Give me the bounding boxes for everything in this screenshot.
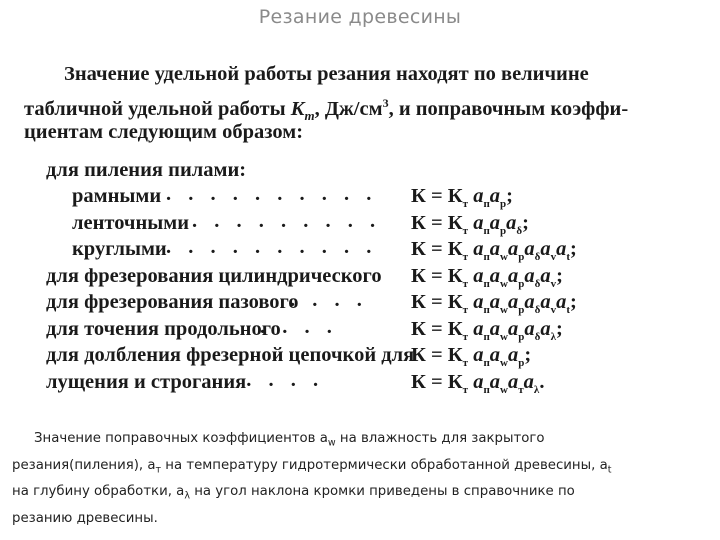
factor-subscript: t (566, 251, 571, 264)
row-label: для долбления фрезерной цепочкой для (46, 344, 415, 366)
note-text-4: на температуру гидротермически обработанной древесины, a (161, 457, 608, 473)
formula-end: ; (506, 185, 513, 207)
leader-dots: . . . . . . . . . . (166, 183, 378, 205)
factor-symbol: a (489, 291, 501, 313)
formula-row (24, 211, 624, 237)
factor-subscript: w (500, 251, 508, 264)
factor-subscript: δ (534, 304, 541, 317)
factor-subscript: w (500, 330, 508, 343)
factor-subscript: р (500, 224, 507, 237)
factor-subscript: v (550, 277, 557, 290)
note-text-6: на угол наклона кромки приведены в справочнике по (189, 484, 575, 500)
formula-lhs: К = К (411, 317, 463, 340)
note-line-1 (12, 428, 692, 455)
intro-line-1: Значение удельной работы резания находят по величине (64, 63, 589, 85)
factor-symbol: a (489, 238, 501, 260)
formula-k-sub: т (462, 304, 469, 317)
factor-symbol: a (506, 211, 517, 234)
formula-row (24, 264, 624, 290)
formula-end: . (539, 370, 545, 393)
factor-symbol: a (473, 264, 484, 287)
intro-line-3: циентам следующим образом: (24, 121, 304, 143)
factor-subscript: λ (550, 330, 556, 343)
factor-symbol: a (508, 238, 519, 260)
factor-symbol: a (489, 185, 501, 207)
formula-k-sub: т (462, 357, 469, 370)
leader-dots: . . . . (260, 315, 338, 338)
factor-symbol: a (489, 344, 501, 366)
factor-symbol: a (556, 291, 567, 313)
factor-symbol: a (489, 370, 501, 393)
formula-row (24, 370, 624, 396)
note-text-2: на влажность для закрытого (335, 431, 545, 446)
leader-dots: . . . . (290, 289, 368, 311)
factor-subscript: п (483, 304, 490, 317)
factor-symbol: a (540, 317, 551, 340)
factor-subscript: п (483, 251, 490, 264)
factor-subscript: п (483, 357, 490, 370)
formula-row (24, 237, 624, 263)
factor-symbol: a (473, 185, 484, 207)
row-label: круглыми (72, 238, 167, 260)
formula-k-sub: т (462, 330, 469, 343)
factor-subscript: w (500, 277, 508, 290)
note-sub-t: т (155, 464, 162, 476)
row-label: лущения и строгания (46, 370, 247, 393)
unit-superscript: 3 (382, 96, 389, 110)
factor-subscript: р (518, 277, 525, 290)
formula-lhs: К = К (411, 370, 463, 393)
factor-subscript: т (518, 383, 524, 396)
formula-lhs: К = К (411, 344, 463, 366)
factor-symbol: a (556, 238, 567, 260)
note-sub-w: w (327, 437, 336, 449)
factor-symbol: a (489, 211, 501, 234)
note-sub-lambda: λ (184, 490, 190, 502)
formula-k-sub: т (462, 198, 469, 211)
formula-row (24, 343, 624, 369)
intro-line-2-end: , и поправочным коэффи- (388, 97, 629, 120)
factor-subscript: w (500, 304, 508, 317)
slide-title: Резание древесины (258, 6, 462, 28)
formula-row (24, 184, 624, 210)
factor-subscript: п (483, 198, 490, 211)
note-line-3 (12, 481, 692, 508)
footnote-paragraph (12, 428, 692, 530)
factor-symbol: a (524, 317, 535, 340)
leader-dots: . . . . . . . . . (192, 209, 382, 232)
factor-subscript: р (500, 198, 507, 211)
factor-symbol: a (473, 238, 484, 260)
factor-symbol: a (508, 317, 519, 340)
note-text-5: на глубину обработки, a (12, 484, 185, 500)
formula-end: ; (570, 291, 577, 313)
factor-symbol: a (508, 264, 519, 287)
factor-subscript: п (483, 224, 490, 237)
factor-symbol: a (540, 291, 551, 313)
factor-subscript: w (500, 383, 508, 396)
formula-end: ; (570, 238, 577, 260)
intro-line-2-text: табличной удельной работы (24, 97, 291, 120)
factor-subscript: δ (534, 251, 541, 264)
factor-subscript: δ (534, 277, 541, 290)
section-heading: для пиления пилами: (46, 159, 247, 181)
factor-symbol: a (524, 238, 535, 260)
factor-subscript: р (518, 251, 525, 264)
factor-subscript: п (483, 383, 490, 396)
factor-subscript: п (483, 330, 490, 343)
row-label: ленточными (72, 211, 190, 234)
formula-end: ; (556, 264, 563, 287)
factor-subscript: р (518, 304, 525, 317)
factor-symbol: a (473, 291, 484, 313)
factor-symbol: a (473, 211, 484, 234)
row-label: рамными (72, 185, 162, 207)
note-text-3: резания(пиления), a (12, 457, 156, 473)
factor-symbol: a (473, 370, 484, 393)
formula-k-sub: т (462, 277, 469, 290)
note-text-1: Значение поправочных коэффициентов a (34, 431, 328, 446)
factor-symbol: a (489, 264, 501, 287)
row-label: для фрезерования пазового (46, 291, 299, 313)
factor-symbol: a (473, 317, 484, 340)
factor-subscript: р (518, 357, 525, 370)
factor-symbol: a (524, 264, 535, 287)
row-label: для точения продольного (46, 317, 281, 340)
km-symbol: K (290, 97, 305, 120)
formula-end: ; (524, 344, 532, 366)
formula-end: ; (522, 211, 529, 234)
factor-symbol: a (473, 344, 484, 366)
formula-end: ; (556, 317, 563, 340)
km-subscript: m (304, 107, 315, 123)
formula-lhs: К = К (411, 291, 463, 313)
factor-symbol: a (508, 370, 519, 393)
factor-symbol: a (508, 291, 519, 313)
factor-subscript: р (518, 330, 525, 343)
factor-subscript: δ (534, 330, 541, 343)
intro-paragraph (24, 60, 628, 147)
formula-lhs: К = К (411, 238, 463, 260)
intro-line-2 (24, 89, 629, 123)
formula-lhs: К = К (411, 211, 463, 234)
leader-dots: . . . . . (224, 368, 325, 391)
formula-lhs: К = К (411, 264, 463, 287)
formula-row (24, 290, 624, 316)
note-line-4: резанию древесины. (12, 510, 158, 526)
note-sub-t2: t (607, 464, 612, 476)
row-label: для фрезерования цилиндрического (46, 264, 382, 287)
formula-k-sub: т (462, 251, 469, 264)
factor-symbol: a (540, 264, 551, 287)
factor-symbol: a (523, 370, 534, 393)
leader-dots: . . . . . . . . . . (166, 236, 378, 258)
factor-subscript: t (566, 304, 571, 317)
factor-subscript: п (483, 277, 490, 290)
intro-line-2-unit: , Дж/см (314, 97, 383, 120)
factor-symbol: a (540, 238, 551, 260)
factor-symbol: a (508, 344, 519, 366)
factor-symbol: a (489, 317, 501, 340)
factor-subscript: v (550, 251, 557, 264)
formula-k-sub: т (462, 224, 469, 237)
factor-subscript: w (500, 357, 508, 370)
factor-subscript: δ (516, 224, 523, 237)
factor-symbol: a (524, 291, 535, 313)
formula-k-sub: т (462, 383, 469, 396)
factor-subscript: λ (533, 383, 540, 396)
formula-row (24, 317, 624, 343)
coefficient-formula (411, 370, 544, 402)
note-line-2 (12, 455, 692, 482)
formula-lhs: К = К (411, 185, 463, 207)
factor-subscript: v (550, 304, 557, 317)
